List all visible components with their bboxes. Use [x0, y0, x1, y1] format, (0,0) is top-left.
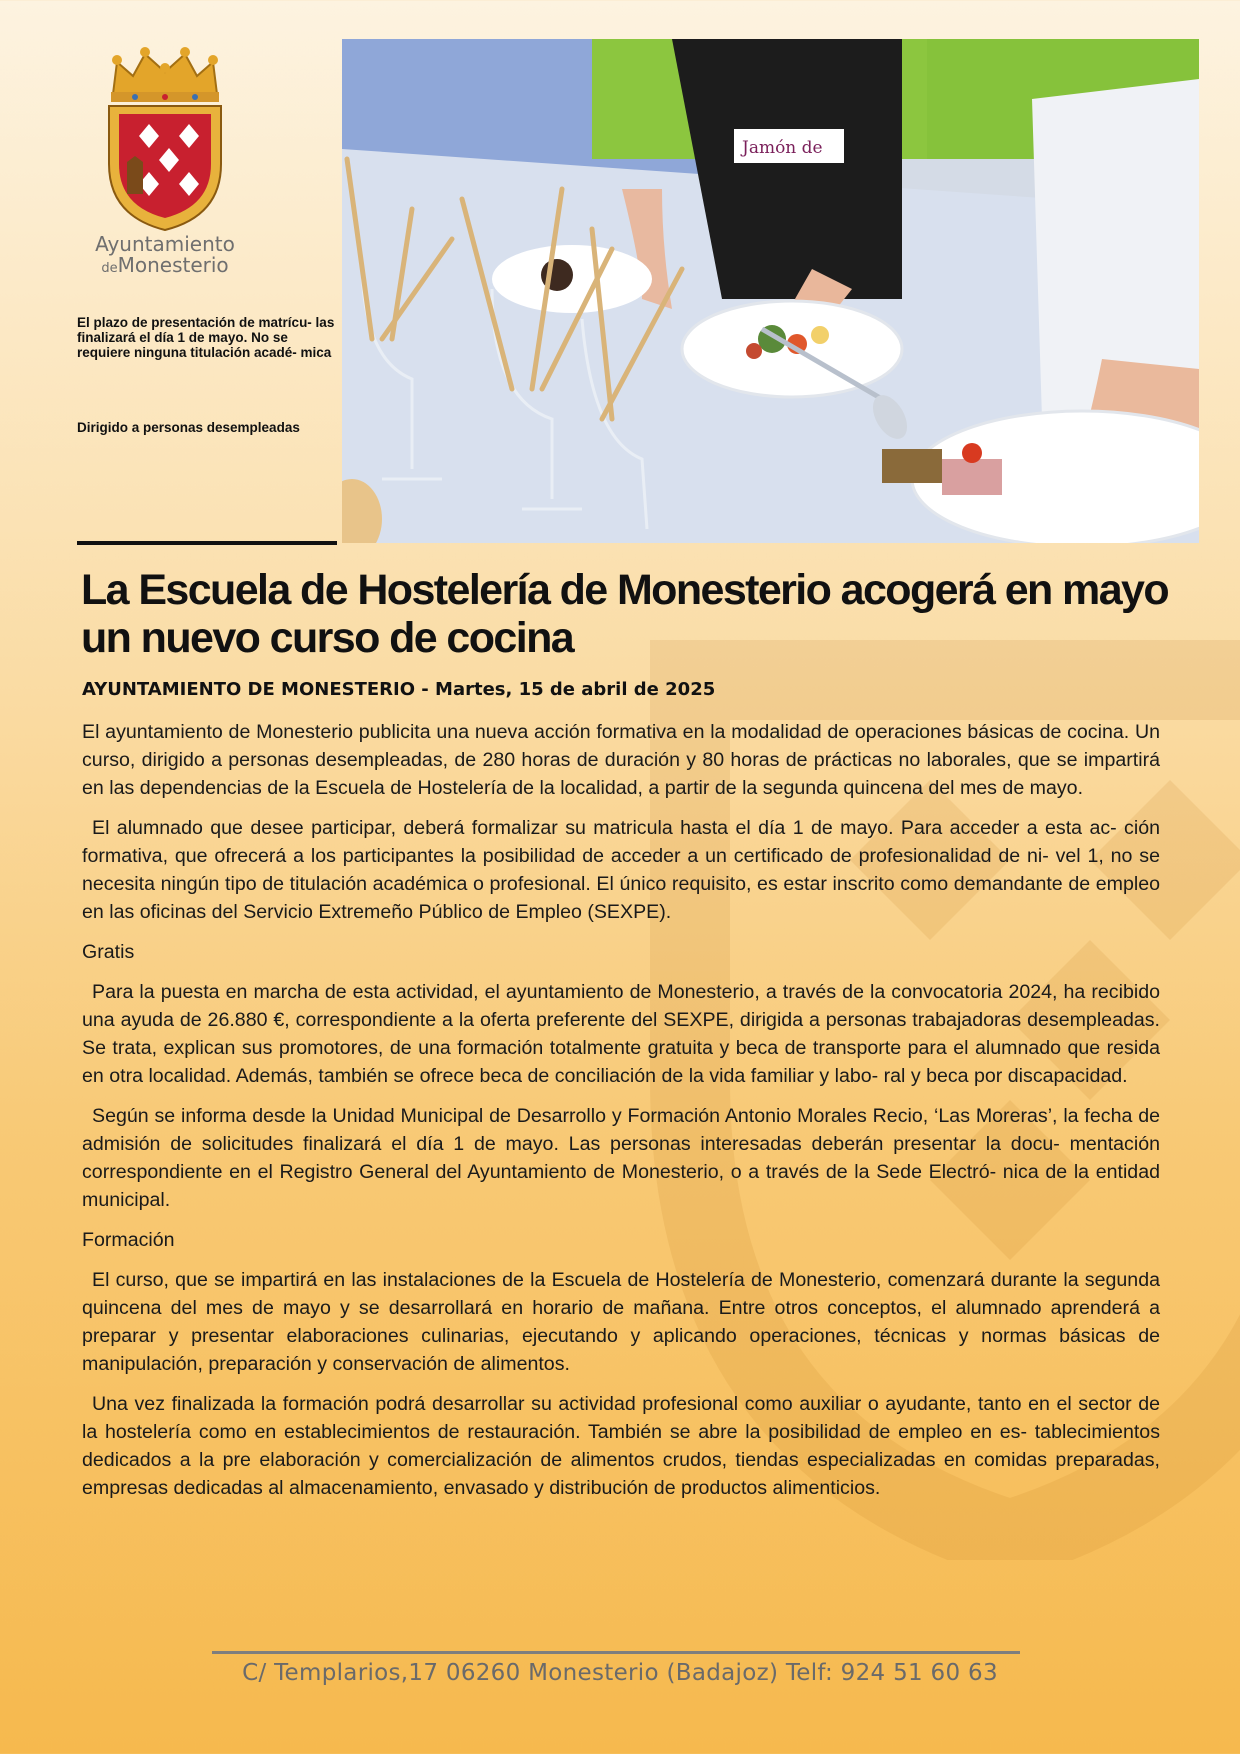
article-headline: La Escuela de Hostelería de Monesterio acogerá en mayo un nuevo curso de cocina [81, 566, 1168, 662]
footer-divider [212, 1651, 1020, 1654]
article-paragraph: Una vez finalizada la formación podrá desarrollar su actividad profesional como auxiliar o ayudante, tanto en el sector de la hostelería como en establecimientos de restauración. También se abre la posibilidad de empleo en es- tablecimientos dedicados a la pre elaboración y comercialización de alimentos crudos, tiendas especializadas en comidas preparadas, empresas dedicadas al almacenamiento, envasado y distribución de productos alimenticios. [82, 1393, 1160, 1499]
footer-address: C/ Templarios,17 06260 Monesterio (Badajoz) Telf: 924 51 60 63 [242, 1660, 998, 1686]
crest-icon [95, 44, 235, 234]
apron-text: Jamón de [742, 138, 823, 158]
logo-text-line1: Ayuntamiento [95, 232, 235, 256]
municipal-logo [80, 44, 250, 276]
sidebar-divider [77, 541, 337, 545]
article-subheading-formacion: Formación [82, 1229, 175, 1251]
article-byline: AYUNTAMIENTO DE MONESTERIO - Martes, 15 de abril de 2025 [82, 679, 716, 700]
sidebar-note-deadline: El plazo de presentación de matrícu- las finalizará el día 1 de mayo. No se requiere ninguna titulación acadé- mica [77, 315, 335, 360]
article-paragraph: El alumnado que desee participar, deberá formalizar su matricula hasta el día 1 de mayo. Para acceder a esta ac- ción formativa, que ofrecerá a los participantes la posibilidad de acceder a un certificado de profesionalidad de ni- vel 1, no se necesita ningún tipo de titulación académica o profesional. El único requisito, es estar inscrito como demandante de empleo en las oficinas del Servicio Extremeño Público de Empleo (SEXPE). [82, 817, 1160, 923]
cooking-class-photo [342, 39, 1199, 543]
article-body [82, 718, 1160, 1514]
sidebar-note-audience: Dirigido a personas desempleadas [77, 420, 300, 435]
article-paragraph: El ayuntamiento de Monesterio publicita una nueva acción formativa en la modalidad de operaciones básicas de cocina. Un curso, dirigido a personas desempleadas, de 280 horas de duración y 80 horas de prácticas no laborales, que se impartirá en las dependencias de la Escuela de Hostelería de la localidad, a partir de la segunda quincena del mes de mayo. [82, 721, 1160, 799]
logo-text-line2: deMonesterio [101, 253, 229, 277]
article-subheading-gratis: Gratis [82, 941, 135, 963]
article-paragraph: El curso, que se impartirá en las instalaciones de la Escuela de Hostelería de Monesterio, comenzará durante la segunda quincena del mes de mayo y se desarrollará en horario de mañana. Entre otros conceptos, el alumnado aprenderá a preparar y presentar elaboraciones culinarias, ejecutando y aplicando operaciones, técnicas y normas básicas de manipulación, preparación y conservación de alimentos. [82, 1269, 1160, 1375]
article-paragraph: Según se informa desde la Unidad Municipal de Desarrollo y Formación Antonio Morales Recio, ‘Las Moreras’, la fecha de admisión de solicitudes finalizará el día 1 de mayo. Las personas interesadas deberán presentar la docu- mentación correspondiente en el Registro General del Ayuntamiento de Monesterio, o a través de la Sede Electró- nica de la entidad municipal. [82, 1105, 1160, 1211]
article-paragraph: Para la puesta en marcha de esta actividad, el ayuntamiento de Monesterio, a través de la convocatoria 2024, ha recibido una ayuda de 26.880 €, correspondiente a la oferta preferente del SEXPE, dirigida a personas trabajadoras desempleadas. Se trata, explican sus promotores, de una formación totalmente gratuita y beca de transporte para el alumnado que resida en otra localidad. Además, también se ofrece beca de conciliación de la vida familiar y labo- ral y beca por discapacidad. [82, 981, 1160, 1087]
